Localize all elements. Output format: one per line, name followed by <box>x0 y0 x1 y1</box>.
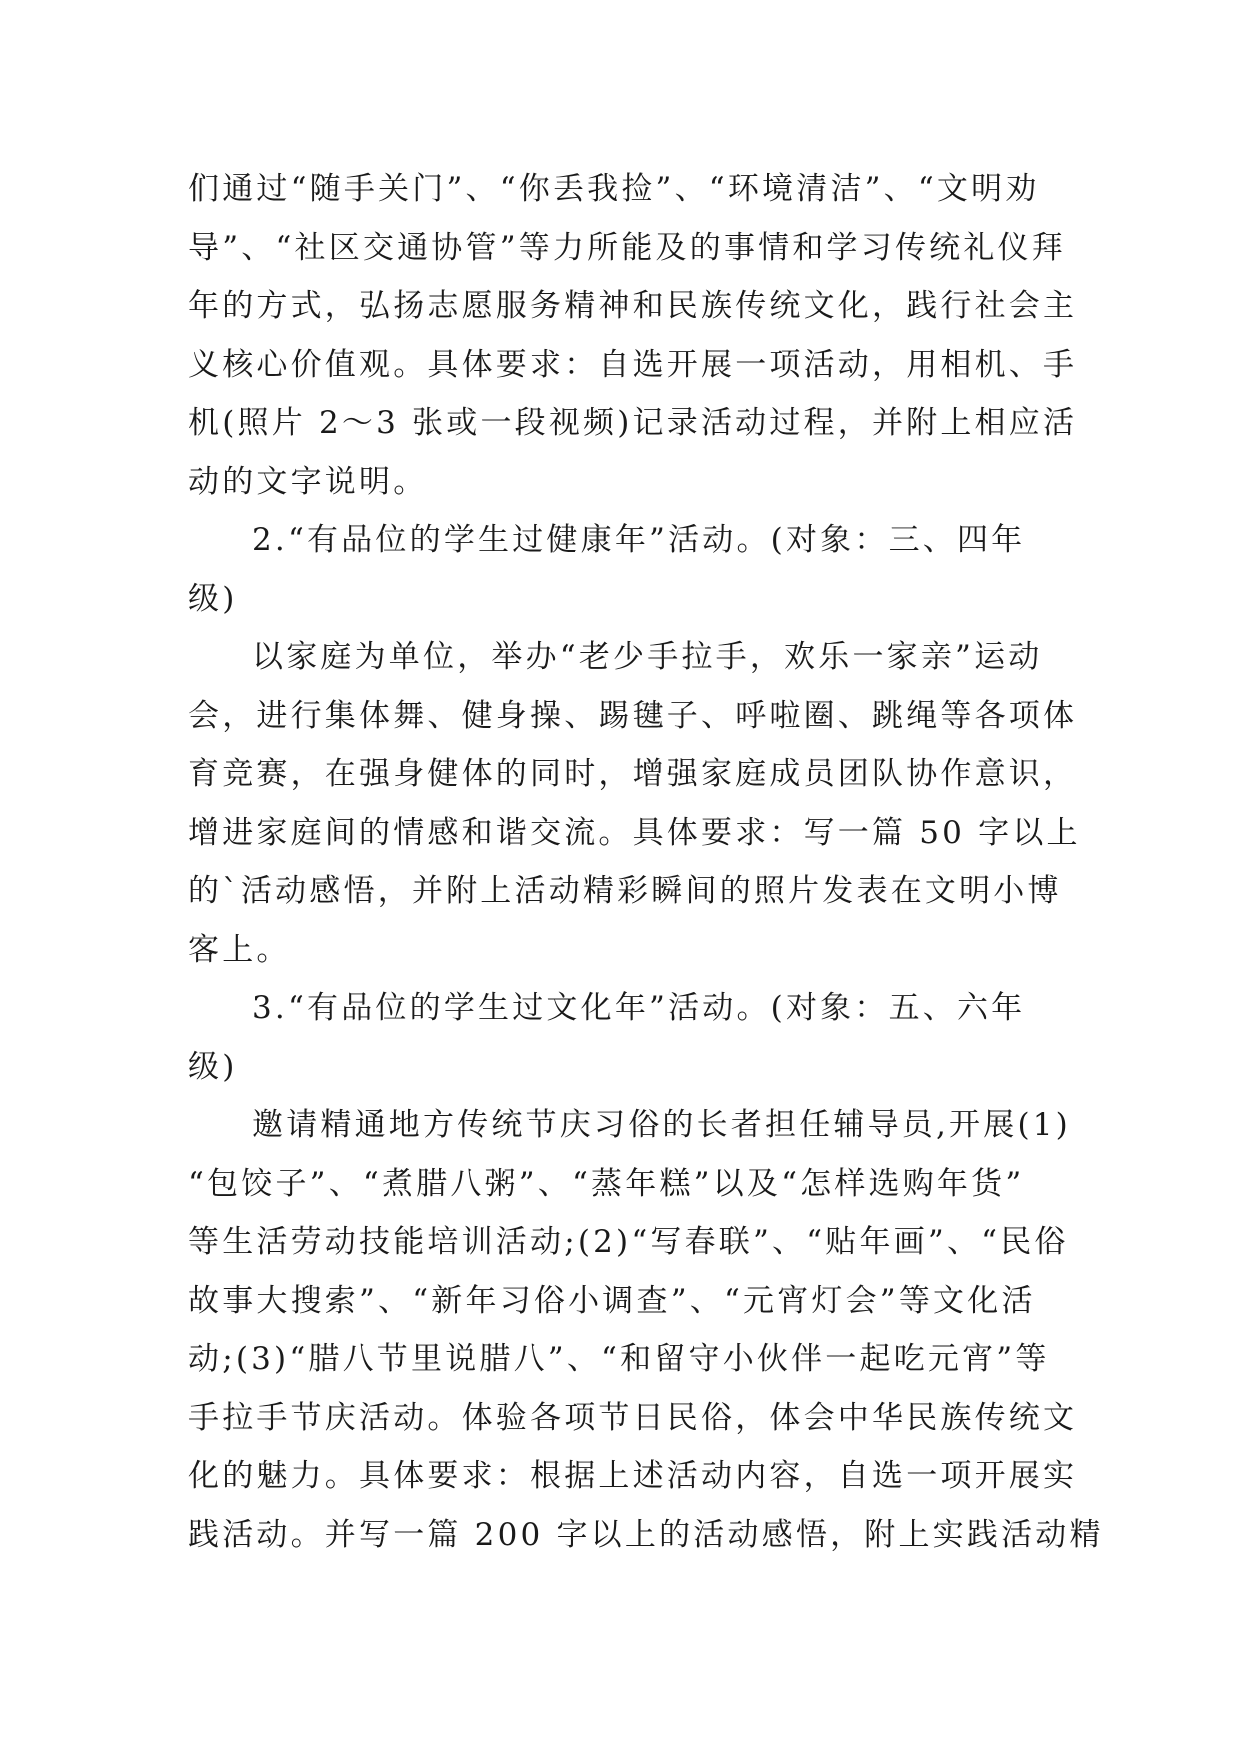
body-line: 级) <box>188 580 238 617</box>
body-line: 导”、“社区交通协管”等力所能及的事情和学习传统礼仪拜 <box>188 229 1066 266</box>
section-heading-2: 2.“有品位的学生过健康年”活动。(对象：三、四年 <box>252 522 1026 558</box>
document-body <box>188 160 1104 1564</box>
paragraph-start: 邀请精通地方传统节庆习俗的长者担任辅导员,开展(1) <box>252 1107 1071 1143</box>
body-line: 故事大搜索”、“新年习俗小调查”、“元宵灯会”等文化活 <box>188 1282 1036 1319</box>
body-line: 的`活动感悟，并附上活动精彩瞬间的照片发表在文明小博 <box>188 873 1062 909</box>
body-line: “包饺子”、“煮腊八粥”、“蒸年糕”以及“怎样选购年货” <box>188 1165 1025 1202</box>
body-line: 手拉手节庆活动。体验各项节日民俗，体会中华民族传统文 <box>188 1399 1078 1436</box>
body-line: 义核心价值观。具体要求：自选开展一项活动，用相机、手 <box>188 346 1078 383</box>
paragraph-start: 以家庭为单位，举办“老少手拉手，欢乐一家亲”运动 <box>252 639 1043 675</box>
body-line: 动的文字说明。 <box>188 463 428 500</box>
section-heading-3: 3.“有品位的学生过文化年”活动。(对象：五、六年 <box>252 990 1026 1026</box>
body-line: 增进家庭间的情感和谐交流。具体要求：写一篇 50 字以上 <box>188 814 1081 851</box>
body-line: 践活动。并写一篇 200 字以上的活动感悟，附上实践活动精 <box>188 1516 1104 1553</box>
body-line: 动;(3)“腊八节里说腊八”、“和留守小伙伴一起吃元宵”等 <box>188 1341 1050 1377</box>
body-line: 会，进行集体舞、健身操、踢毽子、呼啦圈、跳绳等各项体 <box>188 697 1078 734</box>
body-line: 等生活劳动技能培训活动;(2)“写春联”、“贴年画”、“民俗 <box>188 1224 1069 1260</box>
body-line: 级) <box>188 1048 238 1085</box>
body-line: 客上。 <box>188 931 291 968</box>
body-line: 育竞赛，在强身健体的同时，增强家庭成员团队协作意识， <box>188 756 1078 792</box>
body-line: 机(照片 2～3 张或一段视频)记录活动过程，并附上相应活 <box>188 405 1078 441</box>
body-line: 年的方式，弘扬志愿服务精神和民族传统文化，践行社会主 <box>188 288 1078 324</box>
body-line: 化的魅力。具体要求：根据上述活动内容，自选一项开展实 <box>188 1458 1078 1494</box>
body-line: 们通过“随手关门”、“你丢我捡”、“环境清洁”、“文明劝 <box>188 171 1040 207</box>
